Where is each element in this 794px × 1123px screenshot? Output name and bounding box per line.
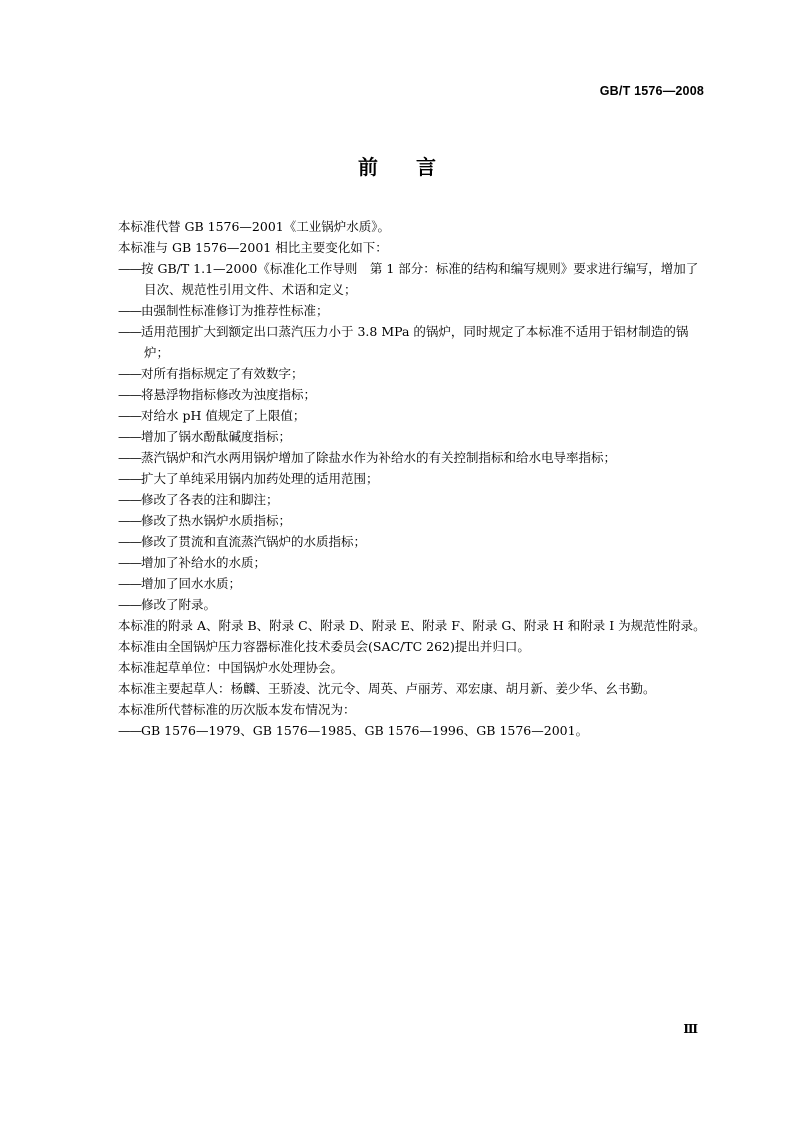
page-title: 前言 <box>358 155 474 179</box>
dash: —— <box>118 303 141 318</box>
dash: —— <box>118 366 141 381</box>
change-item: ——按 GB/T 1.1—2000《标准化工作导则 第 1 部分：标准的结构和编写规则》要求进行编写，增加了目次、规范性引用文件、术语和定义； <box>118 261 699 297</box>
dash: —— <box>118 429 141 444</box>
paragraph-replaces: 本标准代替 GB 1576—2001《工业锅炉水质》。 <box>118 219 390 234</box>
change-item: ——蒸汽锅炉和汽水两用锅炉增加了除盐水作为补给水的有关控制指标和给水电导率指标； <box>118 450 617 465</box>
dash: —— <box>118 261 141 276</box>
change-item: ——增加了锅水酚酞碱度指标； <box>118 429 292 444</box>
foreword-body <box>118 216 706 741</box>
dash: —— <box>118 408 141 423</box>
dash: —— <box>118 576 141 591</box>
dash: —— <box>118 492 141 507</box>
change-item: ——修改了贯流和直流蒸汽锅炉的水质指标； <box>118 534 367 549</box>
paragraph-drafting-unit: 本标准起草单位：中国锅炉水处理协会。 <box>118 660 344 675</box>
change-item: ——对给水 pH 值规定了上限值； <box>118 408 306 423</box>
paragraph-proposed-by: 本标准由全国锅炉压力容器标准化技术委员会(SAC/TC 262)提出并归口。 <box>118 639 530 654</box>
change-item: ——由强制性标准修订为推荐性标准； <box>118 303 329 318</box>
change-item: ——增加了回水水质； <box>118 576 242 591</box>
dash: —— <box>118 324 141 339</box>
change-item: ——扩大了单纯采用锅内加药处理的适用范围； <box>118 471 379 486</box>
paragraph-history-intro: 本标准所代替标准的历次版本发布情况为： <box>118 702 356 717</box>
paragraph-drafters: 本标准主要起草人：杨麟、王骄凌、沈元令、周英、卢丽芳、邓宏康、胡月新、姜少华、幺书勤。 <box>118 681 656 696</box>
dash: —— <box>118 513 141 528</box>
changes-list <box>118 258 706 615</box>
change-item: ——修改了各表的注和脚注； <box>118 492 279 507</box>
change-item: ——适用范围扩大到额定出口蒸汽压力小于 3.8 MPa 的锅炉，同时规定了本标准不适用于铝材制造的锅炉； <box>118 324 689 360</box>
dash: —— <box>118 723 141 738</box>
dash: —— <box>118 450 141 465</box>
paragraph-annexes: 本标准的附录 A、附录 B、附录 C、附录 D、附录 E、附录 F、附录 G、附录 H 和附录 I 为规范性附录。 <box>118 618 706 633</box>
change-item: ——对所有指标规定了有效数字； <box>118 366 304 381</box>
dash: —— <box>118 555 141 570</box>
change-item: ——修改了热水锅炉水质指标； <box>118 513 292 528</box>
standard-code: GB/T 1576—2008 <box>599 84 704 98</box>
dash: —— <box>118 387 141 402</box>
dash: —— <box>118 471 141 486</box>
history-item: ——GB 1576—1979、GB 1576—1985、GB 1576—1996、GB 1576—2001。 <box>118 723 589 738</box>
paragraph-changes-intro: 本标准与 GB 1576—2001 相比主要变化如下： <box>118 240 388 255</box>
page-number: Ⅲ <box>683 1022 698 1036</box>
dash: —— <box>118 534 141 549</box>
dash: —— <box>118 597 141 612</box>
change-item: ——增加了补给水的水质； <box>118 555 267 570</box>
change-item: ——将悬浮物指标修改为浊度指标； <box>118 387 317 402</box>
change-item: ——修改了附录。 <box>118 597 217 612</box>
